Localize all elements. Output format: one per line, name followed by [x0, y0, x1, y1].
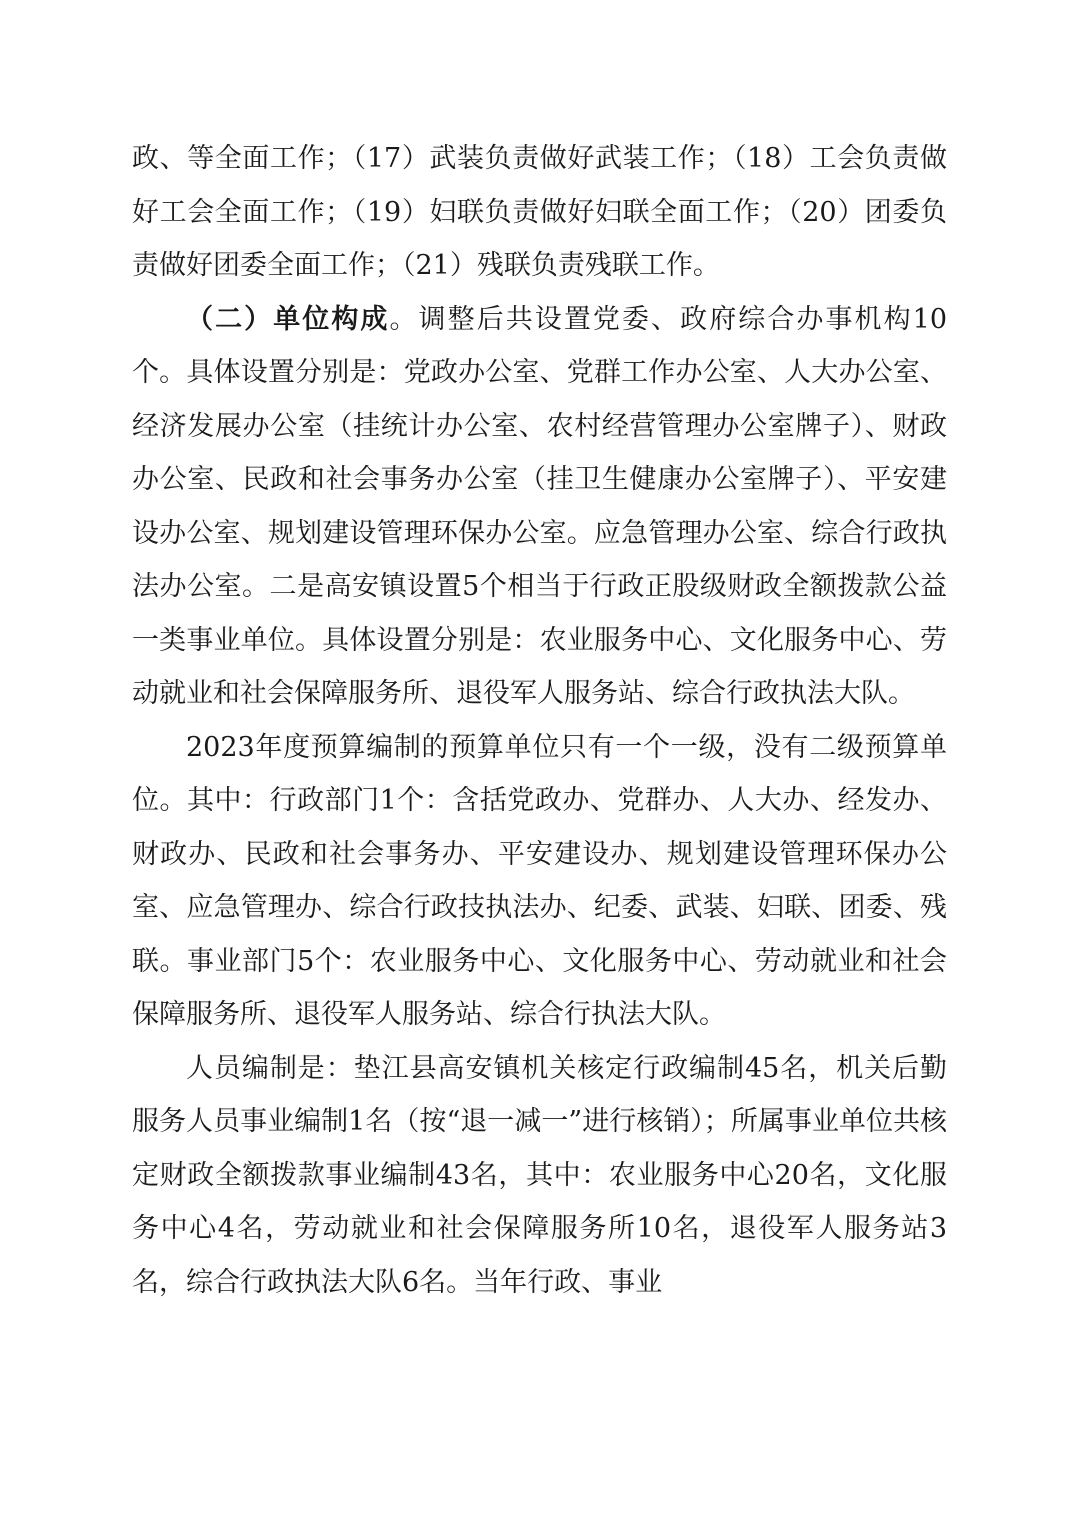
paragraph-text: 人员编制是：垫江县高安镇机关核定行政编制45名，机关后勤服务人员事业编制1名（按“退一减一”进行核销）；所属事业单位共核定财政全额拨款事业编制43名，其中：农业服务中心20名，文化服务中心4名，劳动就业和社会保障服务所10名，退役军人服务站3名，综合行政执法大队6名。当年行政、事业	[132, 1052, 947, 1298]
paragraph-text: 2023年度预算编制的预算单位只有一个一级，没有二级预算单位。其中：行政部门1个：含括党政办、党群办、人大办、经发办、财政办、民政和社会事务办、平安建设办、规划建设管理环保办公室、应急管理办、综合行政技执法办、纪委、武装、妇联、团委、残联。事业部门5个：农业服务中心、文化服务中心、劳动就业和社会保障服务所、退役军人服务站、综合行执法大队。	[132, 731, 947, 1030]
paragraph-unit-composition	[132, 293, 947, 721]
section-heading: （二）单位构成	[186, 303, 390, 335]
paragraph-staffing	[132, 1042, 947, 1310]
paragraph-text: 。调整后共设置党委、政府综合办事机构10个。具体设置分别是：党政办公室、党群工作办公室、人大办公室、经济发展办公室（挂统计办公室、农村经营管理办公室牌子）、财政办公室、民政和社会事务办公室（挂卫生健康办公室牌子）、平安建设办公室、规划建设管理环保办公室。应急管理办公室、综合行政执法办公室。二是高安镇设置5个相当于行政正股级财政全额拨款公益一类事业单位。具体设置分别是：农业服务中心、文化服务中心、劳动就业和社会保障服务所、退役军人服务站、综合行政执法大队。	[132, 303, 948, 709]
paragraph-budget-units	[132, 721, 947, 1042]
paragraph-continuation	[132, 132, 947, 293]
document-page	[132, 132, 947, 1309]
paragraph-text: 政、等全面工作；（17）武装负责做好武装工作；（18）工会负责做好工会全面工作；（19）妇联负责做好妇联全面工作；（20）团委负责做好团委全面工作；（21）残联负责残联工作。	[132, 143, 947, 281]
